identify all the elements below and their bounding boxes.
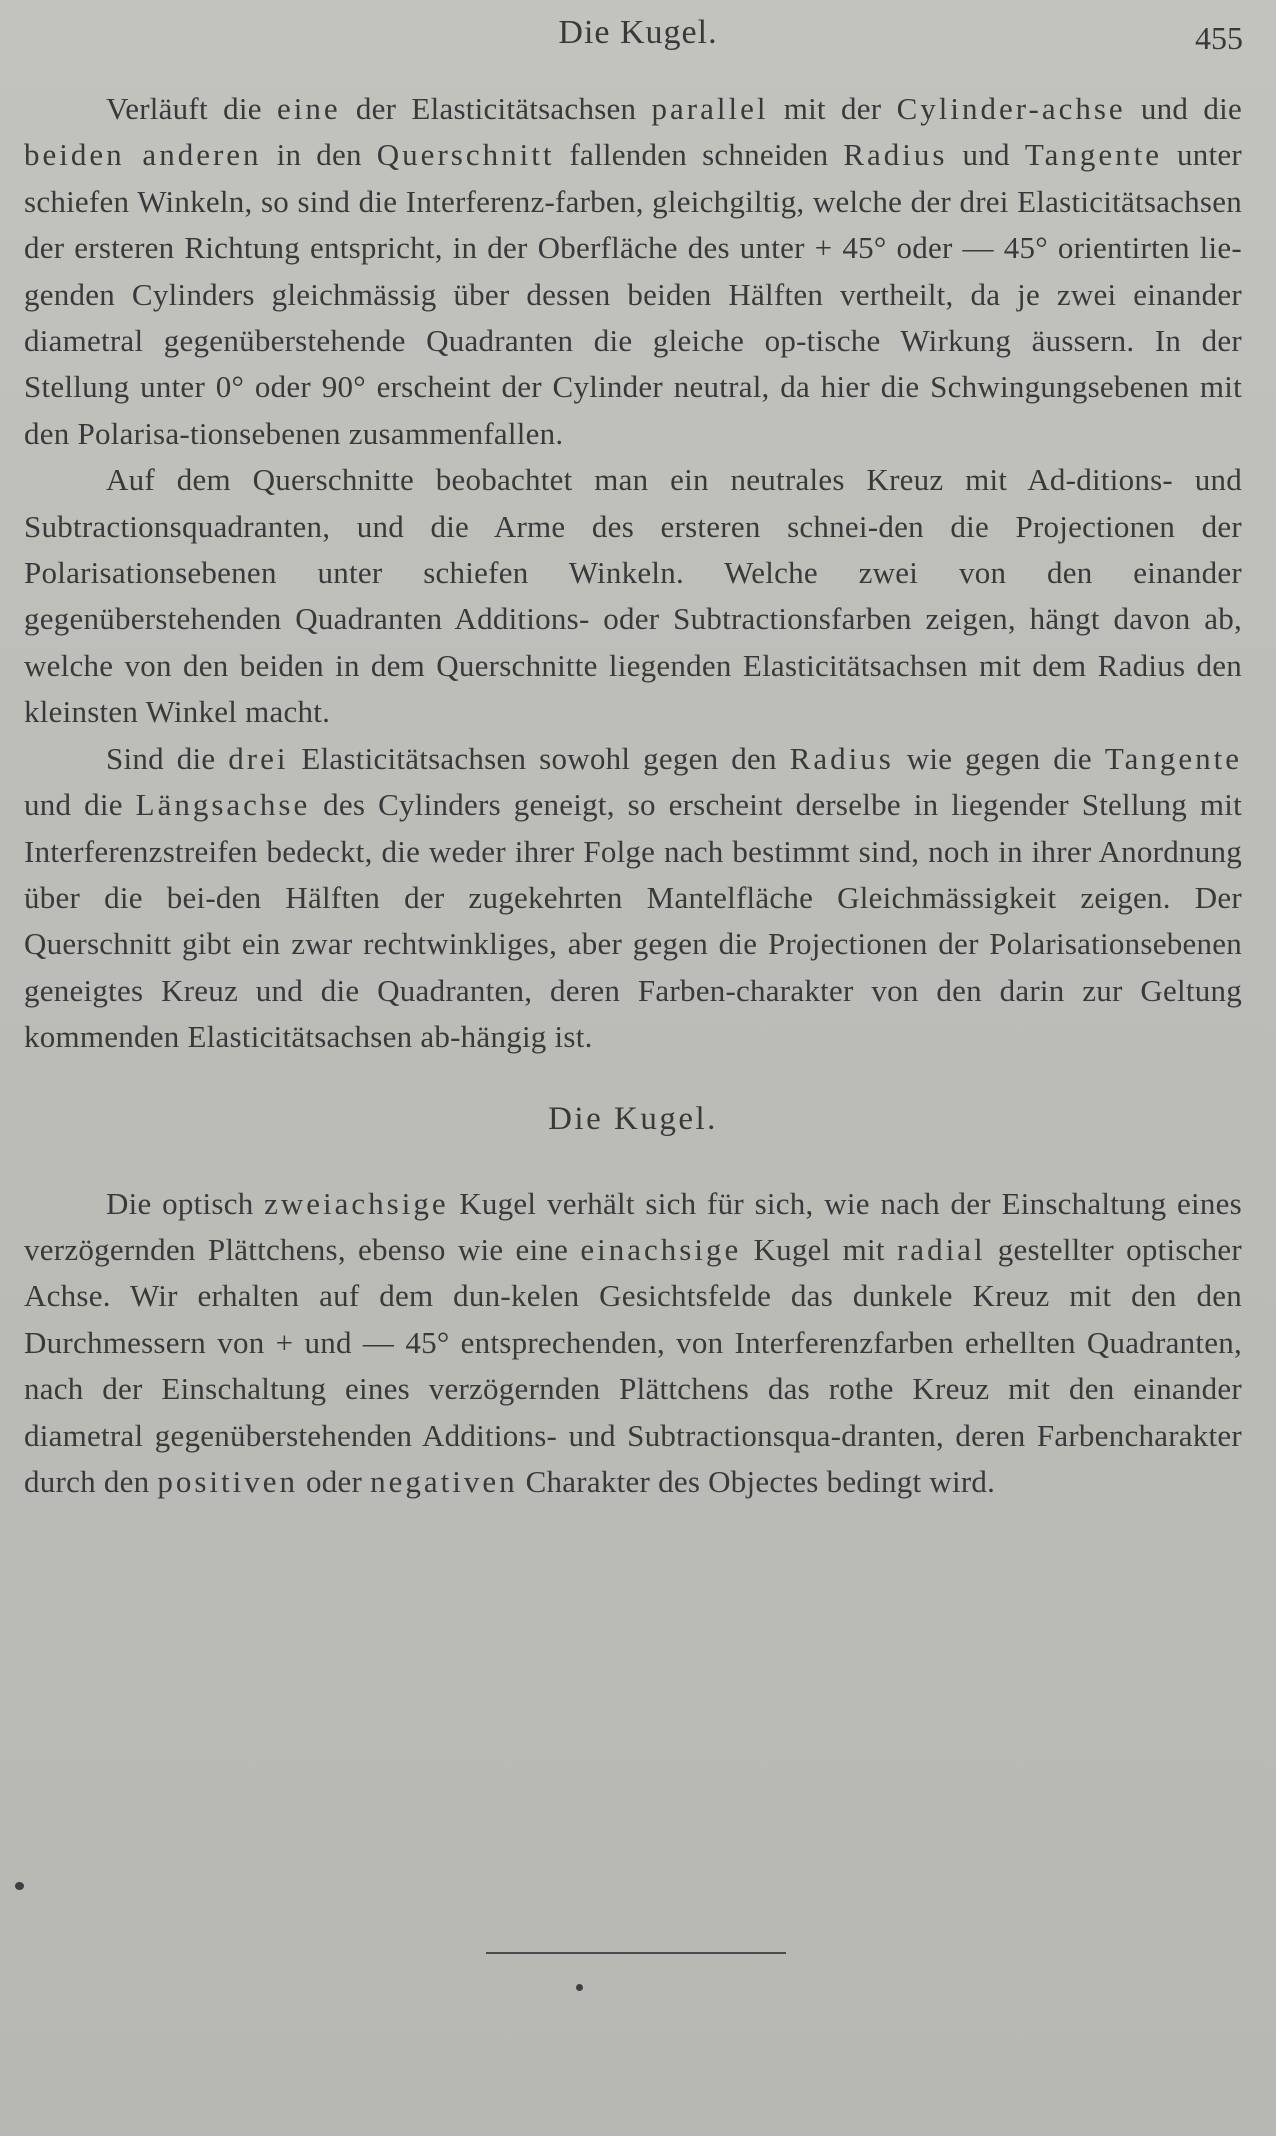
- text-run: Charakter des Objectes bedingt wird.: [517, 1463, 996, 1499]
- paragraph-cylinder-axis-parallel: [24, 86, 1242, 457]
- text-run: des Cylinders geneigt, so erscheint derselbe in liegender Stellung mit Interferenzstreifen bedeckt, die weder ihrer Folge nach bestimmt sind, noch in ihrer Anordnung über die bei-den Hälften der zugekehrten Mantelfläche Gleichmässigkeit zeigen. Der Querschnitt gibt ein zwar rechtwinkliges, aber gegen die Projectionen der Polarisationsebenen geneigtes Kreuz und die Quadranten, deren Farben-charakter von den darin zur Geltung kommenden Elasticitätsachsen ab-hängig ist.: [24, 787, 1243, 1055]
- emphasis-negativen: negativen: [370, 1463, 518, 1499]
- paragraph-cross-section-quadrants: Auf dem Querschnitte beobachtet man ein neutrales Kreuz mit Ad-ditions- und Subtractionsquadranten, und die Arme des ersteren schnei-den die Projectionen der Polarisationsebenen unter schiefen Winkeln. Welche zwei von den einander gegenüberstehenden Quadranten Additions- oder Subtractionsfarben zeigen, hängt davon ab, welche von den beiden in dem Querschnitte liegenden Elasticitätsachsen mit dem Radius den kleinsten Winkel macht.: [24, 462, 1242, 730]
- text-run: Elasticitätsachsen sowohl gegen den: [288, 740, 790, 776]
- text-run: Verläuft die: [106, 91, 277, 126]
- emphasis-zweiachsige: zweiachsige: [264, 1185, 449, 1221]
- emphasis-tangente: Tangente: [1024, 137, 1162, 173]
- emphasis-eine: eine: [276, 91, 341, 126]
- body-text: [24, 86, 1242, 1505]
- emphasis-cylinderachse: Cylinder-achse: [896, 91, 1126, 126]
- emphasis-radius: Radius: [789, 740, 894, 776]
- text-run: Die optisch: [106, 1185, 265, 1221]
- text-run: in den: [261, 137, 377, 173]
- emphasis-beiden-anderen: beiden anderen: [24, 137, 262, 173]
- text-run: gestellter optischer Achse. Wir erhalten auf dem dun-kelen Gesichtsfelde das dunkele Kreuz mit den den Durchmessern von + und — 45° entsprechenden, von Interferenzfarben erhellten Quadranten, nach der Einschaltung eines verzögernden Plättchens das rothe Kreuz mit den einander diametral gegenüberstehenden Additions- und Subtractionsqua-dranten, deren Farbencharakter durch den: [24, 1231, 1242, 1499]
- emphasis-positiven: positiven: [157, 1463, 299, 1499]
- text-run: Kugel mit: [741, 1231, 897, 1267]
- end-rule: [486, 1952, 786, 1954]
- ink-speck: [576, 1984, 583, 1991]
- text-run: wie gegen die: [893, 740, 1105, 776]
- emphasis-einachsige: einachsige: [580, 1231, 742, 1267]
- text-run: mit der: [768, 91, 897, 126]
- text-run: und die: [1125, 91, 1243, 126]
- ink-speck: [15, 1882, 24, 1890]
- text-run: oder: [298, 1463, 371, 1499]
- page-number: 455: [1195, 20, 1243, 56]
- emphasis-laengsachse: Längsachse: [135, 787, 311, 823]
- running-title: Die Kugel.: [558, 14, 718, 51]
- emphasis-radius: Radius: [843, 137, 948, 173]
- text-run: der Elasticitätsachsen: [340, 91, 652, 126]
- paragraph-inclined-axes: [24, 736, 1242, 1061]
- emphasis-parallel: parallel: [651, 91, 769, 126]
- paragraph-biaxial-sphere: [24, 1181, 1242, 1506]
- text-run: Sind die: [106, 740, 229, 776]
- running-head: [0, 14, 1276, 62]
- text-run: fallenden schneiden: [554, 137, 844, 173]
- emphasis-tangente: Tangente: [1104, 740, 1243, 776]
- text-run: und: [947, 137, 1025, 173]
- section-heading: Die Kugel.: [548, 1100, 718, 1137]
- text-run: Kugel verhält sich für sich, wie nach der Einschaltung eines verzögernden Plättchens, ebenso wie eine: [24, 1185, 1242, 1267]
- emphasis-querschnitt: Querschnitt: [376, 137, 555, 173]
- emphasis-radial: radial: [896, 1231, 986, 1267]
- text-run: und die: [24, 787, 136, 823]
- emphasis-drei: drei: [228, 740, 289, 776]
- text-run: unter schiefen Winkeln, so sind die Interferenz-farben, gleichgiltig, welche der drei Elasticitätsachsen der ersteren Richtung entspricht, in der Oberfläche des unter + 45° oder — 45° orientirten lie-genden Cylinders gleichmässig über dessen beiden Hälften vertheilt, da je zwei einander diametral gegenüberstehende Quadranten die gleiche op-tische Wirkung äussern. In der Stellung unter 0° oder 90° erscheint der Cylinder neutral, da hier die Schwingungsebenen mit den Polarisa-tionsebenen zusammenfallen.: [24, 137, 1242, 451]
